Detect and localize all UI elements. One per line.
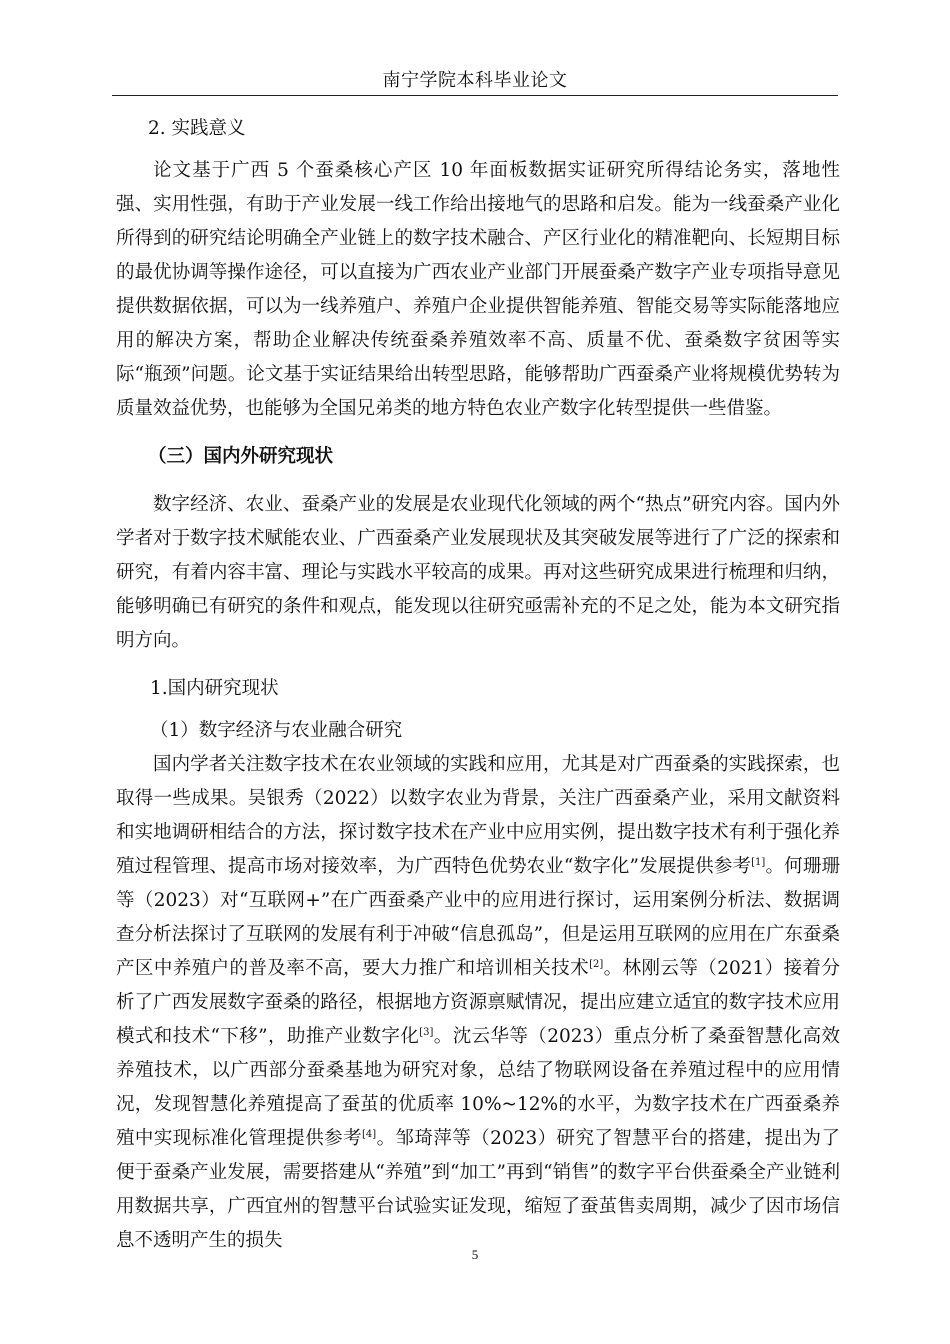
citation-3: [3] (419, 1027, 434, 1038)
page-header-title: 南宁学院本科毕业论文 (382, 70, 568, 91)
domestic-research-paragraph (116, 748, 840, 1258)
header-divider (112, 95, 838, 96)
paragraph-segment-4: 。沈云华等（2023）重点分析了桑蚕智慧化高效养殖技术，以广西部分蚕桑基地为研究对象，总结了物联网设备在养殖过程中的应用情况，发现智慧化养殖提高了蚕茧的优质率 10%~12%的水平，为数字技术在广西蚕桑养殖中实现标准化管理提供参考 (116, 1026, 840, 1149)
practical-significance-paragraph: 论文基于广西 5 个蚕桑核心产区 10 年面板数据实证研究所得结论务实，落地性强、实用性强，有助于产业发展一线工作给出接地气的思路和启发。能为一线蚕桑产业化所得到的研究结论明确全产业链上的数字技术融合、产区行业化的精准靶向、长短期目标的最优协调等操作途径，可以直接为广西农业产业部门开展蚕桑产数字产业专项指导意见提供数据依据，可以为一线养殖户、养殖户企业提供智能养殖、智能交易等实际能落地应用的解决方案，帮助企业解决传统蚕桑养殖效率不高、质量不优、蚕桑数字贫困等实际“瓶颈”问题。论文基于实证结果给出转型思路，能够帮助广西蚕桑产业将规模优势转为质量效益优势，也能够为全国兄弟类的地方特色农业产数字化转型提供一些借鉴。 (116, 160, 840, 419)
paragraph-segment-3: 。林刚云等（2021）接着分析了广西发展数字蚕桑的路径，根据地方资源禀赋情况，提出应建立适宜的数字技术应用模式和技术“下移”，助推产业数字化 (116, 958, 840, 1047)
citation-2: [2] (589, 959, 604, 970)
page-body (116, 112, 840, 1258)
citation-4: [4] (362, 1129, 377, 1140)
research-status-heading: （三）国内外研究现状 (148, 446, 334, 467)
citation-1: [1] (751, 857, 766, 868)
page-number: 5 (471, 1247, 479, 1262)
practical-significance-heading: 2. 实践意义 (148, 118, 246, 139)
paragraph-segment-2: 。何珊珊等（2023）对“互联网+”在广西蚕桑产业中的应用进行探讨，运用案例分析法、数据调查分析法探讨了互联网的发展有利于冲破“信息孤岛”，但是运用互联网的应用在广东蚕桑产区中养殖户的普及率不高，要大力推广和培训相关技术 (116, 856, 840, 979)
paragraph-segment-5: 。邹琦萍等（2023）研究了智慧平台的搭建，提出为了便于蚕桑产业发展，需要搭建从“养殖”到“加工”再到“销售”的数字平台供蚕桑全产业链利用数据共享，广西宜州的智慧平台试验实证发现，缩短了蚕茧售卖周期，减少了因市场信息不透明产生的损失 (116, 1128, 840, 1251)
research-status-paragraph: 数字经济、农业、蚕桑产业的发展是农业现代化领域的两个“热点”研究内容。国内外学者对于数字技术赋能农业、广西蚕桑产业发展现状及其突破发展等进行了广泛的探索和研究，有着内容丰富、理论与实践水平较高的成果。再对这些研究成果进行梳理和归纳，能够明确已有研究的条件和观点，能发现以往研究亟需补充的不足之处，能为本文研究指明方向。 (116, 494, 840, 651)
paragraph-segment-1: 国内学者关注数字技术在农业领域的实践和应用，尤其是对广西蚕桑的实践探索，也取得一些成果。吴银秀（2022）以数字农业为背景，关注广西蚕桑产业，采用文献资料和实地调研相结合的方法，探讨数字技术在产业中应用实例，提出数字技术有利于强化养殖过程管理、提高市场对接效率，为广西特色优势农业“数字化”发展提供参考 (116, 754, 840, 877)
domestic-research-heading: 1.国内研究现状 (150, 678, 279, 699)
digital-agriculture-subheading: （1）数字经济与农业融合研究 (150, 720, 403, 741)
